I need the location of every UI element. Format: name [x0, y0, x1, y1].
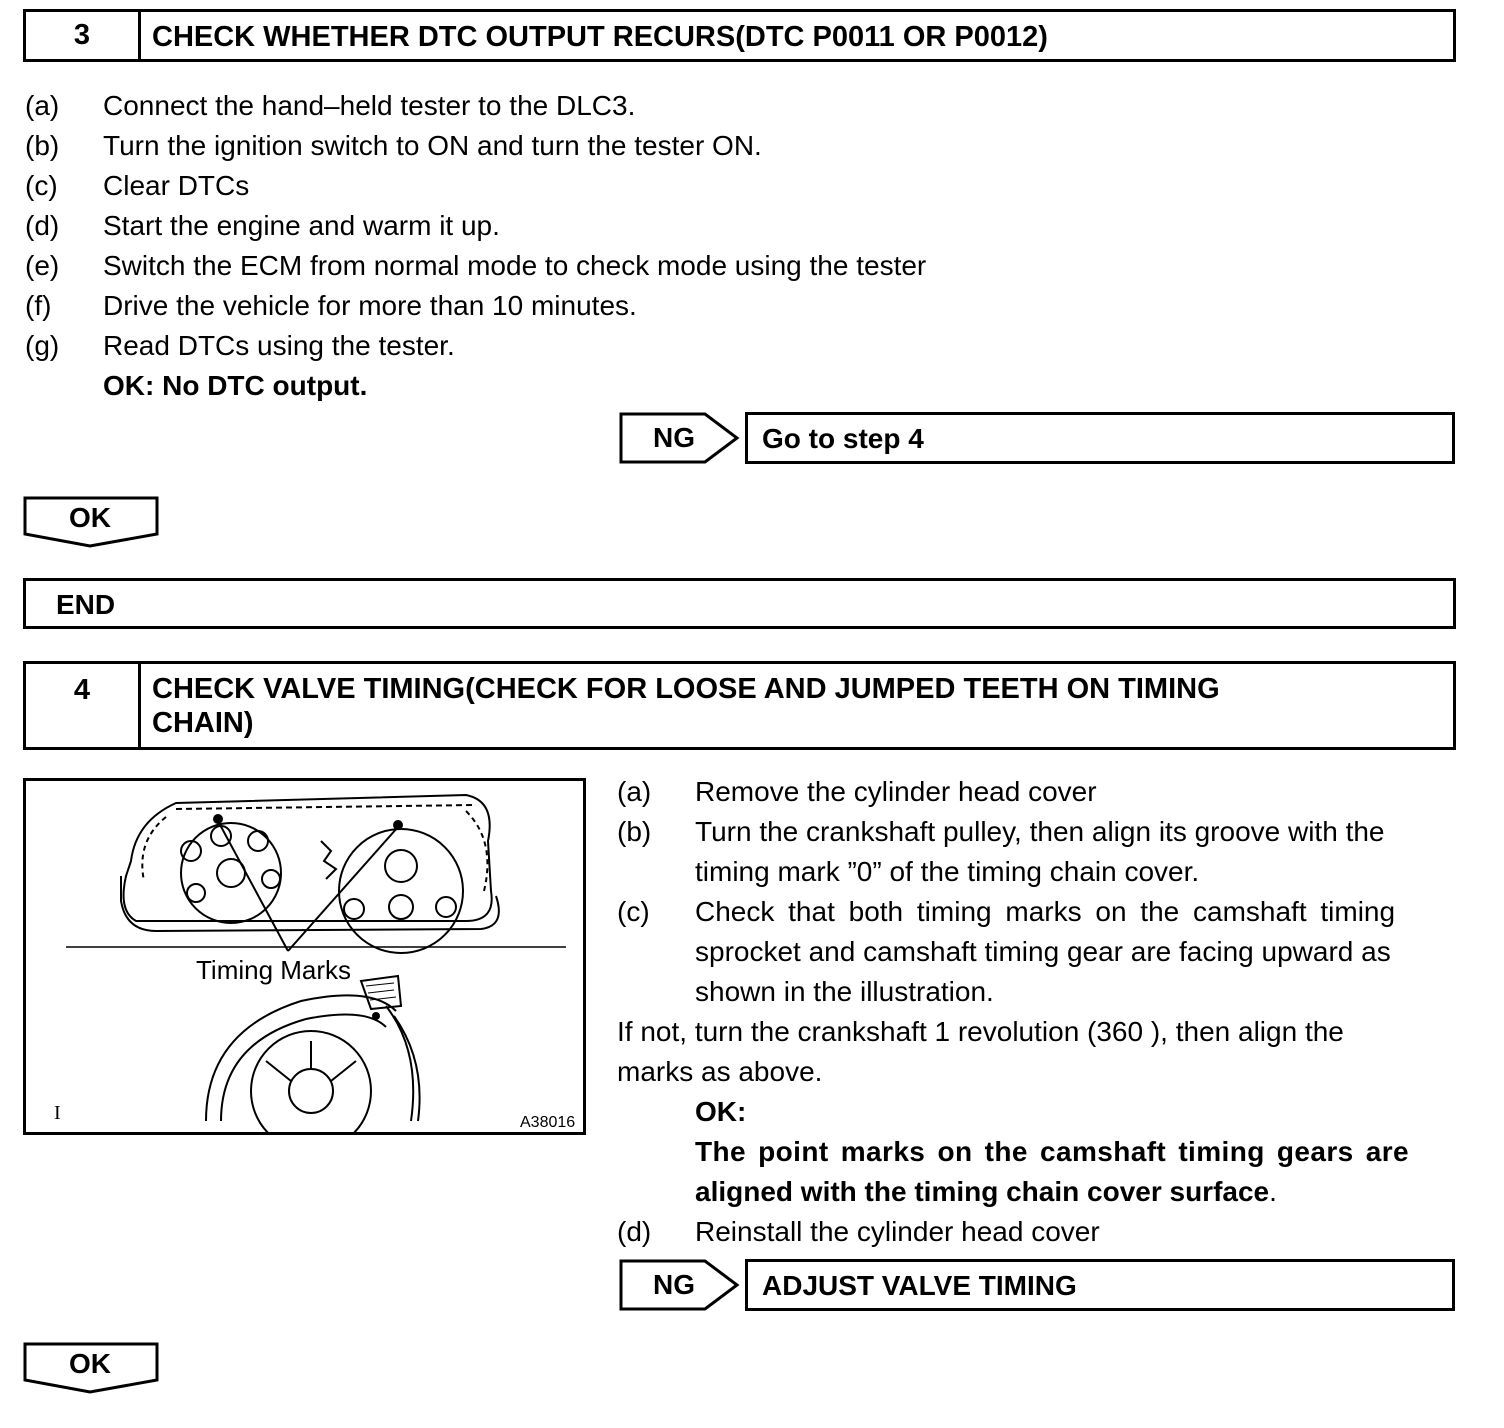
step4-item-c — [617, 892, 1457, 1012]
ng-label: NG — [653, 422, 695, 453]
step4-title-line2: CHAIN) — [152, 707, 254, 739]
item-label: (b) — [617, 816, 652, 847]
step4-number: 4 — [26, 664, 141, 747]
step3-ok-note: OK: No DTC output. — [103, 370, 368, 401]
item-label: (b) — [25, 130, 60, 161]
item-text-line1: Check that both timing marks on the camshaft timing — [695, 896, 1396, 927]
step4-title-line1: CHECK VALVE TIMING(CHECK FOR LOOSE AND JUMPED TEETH ON TIMING — [152, 673, 1220, 705]
end-box — [23, 578, 1456, 629]
item-label: (f) — [25, 290, 52, 321]
ng-action-text: ADJUST VALVE TIMING — [762, 1270, 1077, 1301]
item-label: (a) — [25, 90, 60, 121]
step4-title — [152, 672, 1445, 740]
figure-caption: Timing Marks — [196, 955, 352, 985]
step4-ok-text-line1: The point marks on the camshaft timing gears are — [695, 1136, 1410, 1167]
item-text: Clear DTCs — [103, 170, 250, 201]
ng-action-text: Go to step 4 — [762, 423, 924, 454]
figure-corner-mark: I — [54, 1102, 61, 1124]
item-text: Read DTCs using the tester. — [103, 330, 455, 361]
ok-label: OK — [69, 1348, 111, 1379]
item-label: (c) — [617, 896, 650, 927]
step4-header — [23, 661, 1456, 750]
ok-label: OK — [69, 502, 111, 533]
engine-timing-drawing — [26, 781, 583, 1132]
step4-if-not-line1: If not, turn the crankshaft 1 revolution (360 ), then align the — [617, 1016, 1344, 1047]
item-text: Drive the vehicle for more than 10 minutes. — [103, 290, 637, 321]
item-label: (e) — [25, 250, 60, 281]
item-text: Remove the cylinder head cover — [695, 776, 1097, 807]
ng-label: NG — [653, 1269, 695, 1300]
step3-title: CHECK WHETHER DTC OUTPUT RECURS(DTC P0011 OR P0012) — [152, 21, 1048, 53]
item-text-line1: Turn the crankshaft pulley, then align its groove with the — [695, 816, 1385, 847]
step4-ng-branch[interactable] — [619, 1259, 1459, 1311]
item-text: Reinstall the cylinder head cover — [695, 1216, 1100, 1247]
item-text-line2: sprocket and camshaft timing gear are facing upward as — [695, 936, 1391, 967]
item-label: (c) — [25, 170, 58, 201]
item-label: (a) — [617, 776, 652, 807]
step3-ok-arrow[interactable] — [23, 496, 163, 552]
step4-ok-heading: OK: — [695, 1096, 747, 1127]
item-label: (d) — [25, 210, 60, 241]
item-text-line2: timing mark ”0” of the timing chain cover. — [695, 856, 1200, 887]
item-label: (g) — [25, 330, 60, 361]
step3-ng-branch[interactable] — [619, 412, 1459, 464]
step3-header — [23, 9, 1456, 62]
end-label: END — [56, 589, 116, 620]
figure-id: A38016 — [520, 1114, 576, 1131]
ok-text-period: . — [1269, 1176, 1277, 1207]
ok-text-bold: aligned with the timing chain cover surface — [695, 1176, 1270, 1207]
item-text: Turn the ignition switch to ON and turn the tester ON. — [103, 130, 762, 161]
timing-illustration — [23, 778, 586, 1135]
step4-if-not-line2: marks as above. — [617, 1056, 823, 1087]
ng-action-box — [745, 412, 1455, 464]
ng-action-box — [745, 1259, 1455, 1311]
item-label: (d) — [617, 1216, 652, 1247]
step4-ok-arrow[interactable] — [23, 1342, 163, 1398]
step4-item-b — [617, 812, 1457, 892]
item-text: Start the engine and warm it up. — [103, 210, 500, 241]
step3-number: 3 — [26, 12, 141, 59]
item-text-line3: shown in the illustration. — [695, 976, 994, 1007]
item-text: Connect the hand–held tester to the DLC3. — [103, 90, 636, 121]
step4-ok-text-line2 — [695, 1172, 1277, 1212]
item-text: Switch the ECM from normal mode to check mode using the tester — [103, 250, 927, 281]
